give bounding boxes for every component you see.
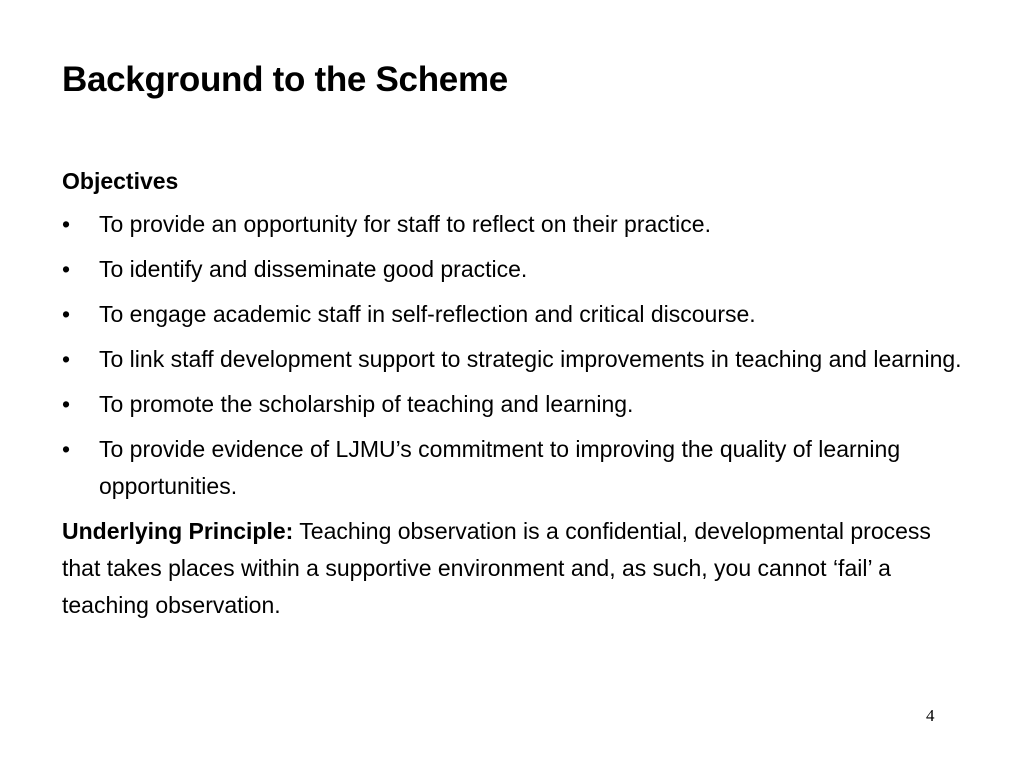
objective-item-6	[62, 431, 972, 505]
bullet-icon: •	[62, 211, 71, 237]
objectives-list	[62, 206, 972, 505]
objective-item-4	[62, 341, 972, 378]
slide-title: Background to the Scheme	[62, 60, 508, 99]
objective-text: To link staff development support to strategic improvements in teaching and learning.	[99, 346, 962, 372]
objective-item-5	[62, 386, 972, 423]
objective-text: To promote the scholarship of teaching and learning.	[99, 391, 634, 417]
objective-item-1	[62, 206, 972, 243]
bullet-icon: •	[62, 346, 71, 372]
bullet-icon: •	[62, 391, 71, 417]
objective-text: To identify and disseminate good practice.	[99, 256, 528, 282]
page-number: 4	[926, 706, 935, 725]
principle-text: Teaching observation is a confidential, developmental process that takes places within a supportive environment and, as such, you cannot ‘fail’ a teaching observation.	[62, 518, 931, 618]
slide-content	[62, 164, 972, 624]
objective-item-2	[62, 251, 972, 288]
objective-text: To engage academic staff in self-reflection and critical discourse.	[99, 301, 756, 327]
objective-text: To provide an opportunity for staff to reflect on their practice.	[99, 211, 711, 237]
objectives-heading: Objectives	[62, 168, 179, 194]
bullet-icon: •	[62, 256, 71, 282]
underlying-principle	[62, 513, 972, 624]
objective-item-3	[62, 296, 972, 333]
objective-text: To provide evidence of LJMU’s commitment to improving the quality of learning opportunities.	[99, 436, 901, 499]
principle-label: Underlying Principle:	[62, 518, 294, 544]
bullet-icon: •	[62, 436, 71, 462]
bullet-icon: •	[62, 301, 71, 327]
